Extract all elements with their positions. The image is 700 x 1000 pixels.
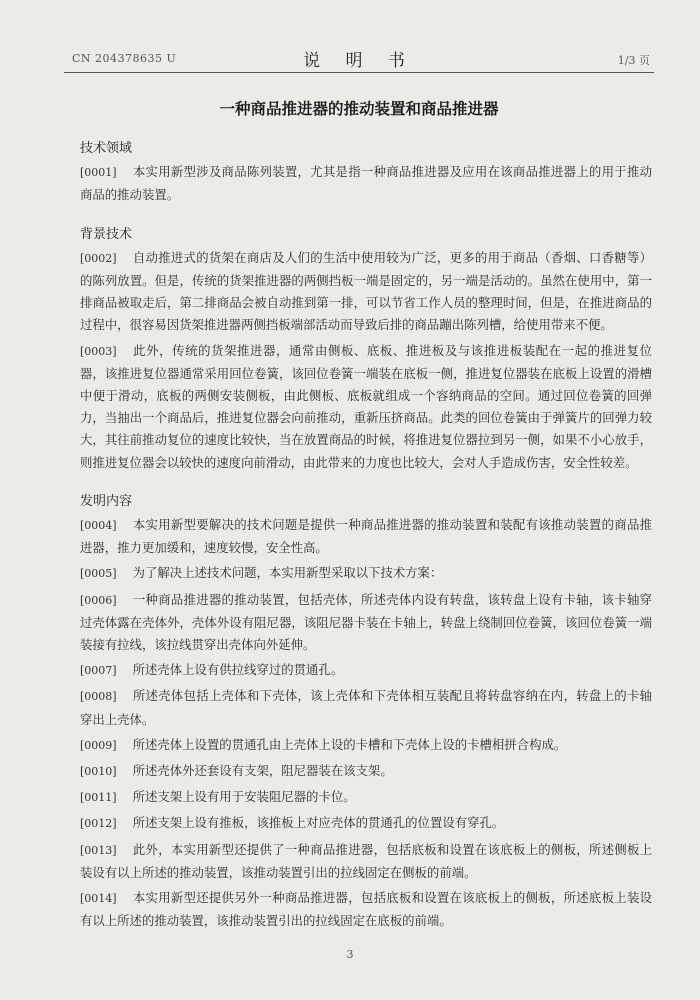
paragraph	[80, 812, 652, 835]
paragraph-number: [0013]	[80, 843, 117, 857]
paragraph	[80, 589, 652, 657]
paragraph-text: 本实用新型涉及商品陈列装置，尤其是指一种商品推进器及应用在该商品推进器上的用于推动商品的推动装置。	[80, 164, 652, 203]
section-heading: 发明内容	[80, 493, 133, 509]
paragraph-text: 所述壳体外还套设有支架，阻尼器装在该支架。	[132, 763, 393, 779]
paragraph-number: [0014]	[80, 892, 117, 906]
patent-number: CN 204378635 U	[72, 52, 177, 65]
paragraph-text: 自动推进式的货架在商店及人们的生活中使用较为广泛，更多的用于商品（香烟、口香糖等）的陈列放置。但是，传统的货架推进器的两侧挡板一端是固定的，另一端是活动的。虽然在使用中，第一排商品被取走后，第二排商品会被自动推到第一排，可以节省工作人员的整理时间，但是，在推进商品的过程中，很容易因货架推进器两侧挡板端部活动而导致后排的商品蹦出陈列槽，给使用带来不便。	[80, 249, 652, 333]
paragraph-text: 此外，传统的货架推进器，通常由侧板、底板、推进板及与该推进板装配在一起的推进复位器，该推进复位器通常采用回位卷簧，该回位卷簧一端装在底板一侧，推进复位器装在底板上设置的滑槽中便于滑动，底板的两侧安装侧板，由此侧板、底板就组成一个容纳商品的空间。通过回位卷簧的回弹力，当抽出一个商品后，推进复位器会向前推动，重新压挤商品。此类的回位卷簧由于弹簧片的回弹力较大，其往前推动复位的速度比较快，当在放置商品的时候，将推进复位器拉到另一侧，如果不小心放手，则推进复位器会以较快的速度向前滑动，由此带来的力度也比较大，会对人手造成伤害，安全性较差。	[80, 342, 652, 470]
paragraph-text: 所述壳体包括上壳体和下壳体，该上壳体和下壳体相互装配且将转盘容纳在内，转盘上的卡轴穿出上壳体。	[80, 688, 652, 727]
document-type-heading: 说 明 书	[303, 51, 415, 71]
paragraph	[80, 247, 652, 337]
page-indicator: 1/3 页	[617, 54, 650, 67]
paragraph	[80, 685, 652, 730]
document-title: 一种商品推进器的推动装置和商品推进器	[219, 99, 499, 118]
paragraph-text: 为了解决上述技术问题，本实用新型采取以下技术方案：	[132, 565, 443, 581]
paragraph-number: [0002]	[80, 251, 117, 265]
paragraph-text: 所述支架上设有推板，该推板上对应壳体的贯通孔的位置设有穿孔。	[132, 815, 505, 831]
paragraph-number: [0009]	[80, 738, 117, 752]
paragraph	[80, 562, 652, 585]
paragraph-text: 所述壳体上设置的贯通孔由上壳体上设的卡槽和下壳体上设的卡槽相拼合构成。	[132, 736, 567, 752]
section-heading: 技术领域	[80, 141, 133, 156]
paragraph	[80, 786, 652, 809]
paragraph-text: 所述壳体上设有供拉线穿过的贯通孔。	[132, 662, 344, 678]
paragraph	[80, 659, 652, 682]
paragraph	[80, 760, 652, 783]
paragraph-number: [0007]	[80, 664, 117, 678]
paragraph-text: 一种商品推进器的推动装置，包括壳体，所述壳体内设有转盘，该转盘上设有卡轴，该卡轴穿过壳体露在壳体外，壳体外设有阻尼器，该阻尼器卡装在卡轴上，转盘上绕制回位卷簧，该回位卷簧一端装接有拉线，该拉线贯穿出壳体向外延伸。	[80, 591, 652, 653]
paragraph-number: [0012]	[80, 817, 117, 831]
paragraph-text: 所述支架上设有用于安装阻尼器的卡位。	[132, 789, 356, 805]
paragraph	[80, 839, 652, 884]
paragraph	[80, 514, 652, 559]
paragraph-number: [0006]	[80, 593, 117, 607]
paragraph	[80, 734, 652, 757]
paragraph-text: 此外，本实用新型还提供了一种商品推进器，包括底板和设置在该底板上的侧板，所述侧板上装设有以上所述的推动装置，该推动装置引出的拉线固定在侧板的前端。	[80, 841, 652, 880]
paragraph-number: [0008]	[80, 690, 117, 704]
paragraph-number: [0003]	[80, 344, 117, 358]
paragraph-number: [0001]	[80, 166, 117, 180]
paragraph	[80, 887, 652, 932]
paragraph	[80, 340, 652, 474]
section-heading: 背景技术	[80, 226, 133, 242]
paragraph-number: [0010]	[80, 765, 117, 779]
paragraph-number: [0005]	[80, 567, 117, 581]
paragraph-text: 本实用新型还提供另外一种商品推进器，包括底板和设置在该底板上的侧板，所述底板上装设有以上所述的推动装置，该推动装置引出的拉线固定在底板的前端。	[80, 890, 652, 929]
document-body	[80, 138, 652, 936]
paragraph-number: [0011]	[80, 791, 117, 805]
page-number: 3	[346, 948, 354, 961]
page-header	[64, 44, 654, 73]
paragraph-number: [0004]	[80, 519, 117, 533]
paragraph-text: 本实用新型要解决的技术问题是提供一种商品推进器的推动装置和装配有该推动装置的商品推进器，推力更加缓和，速度较慢，安全性高。	[80, 517, 652, 556]
paragraph	[80, 161, 652, 206]
